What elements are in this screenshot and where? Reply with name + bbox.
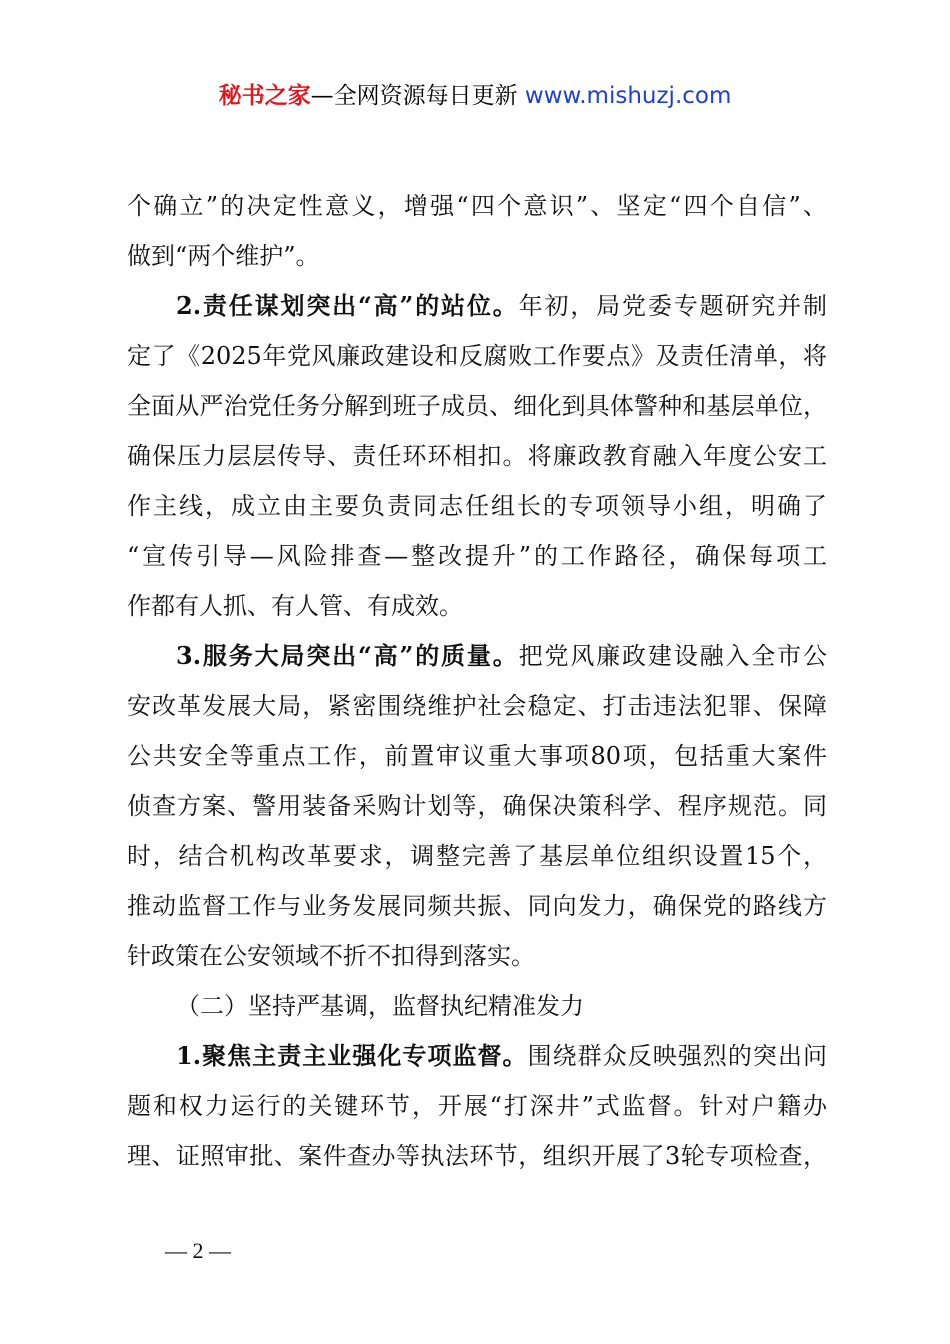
brand-name: 秘书之家 <box>218 83 311 109</box>
text-line: 做到“两个维护”。 <box>127 242 320 270</box>
page-number: — 2 — <box>165 1238 231 1263</box>
text-line: 公共安全等重点工作，前置审议重大事项80项，包括重大案件 <box>127 742 827 770</box>
paragraph-heading: 1.聚焦主责主业强化专项监督。 <box>176 1041 528 1070</box>
text-line: “宣传引导—风险排查—整改提升”的工作路径，确保每项工 <box>127 542 827 570</box>
text-line: 侦查方案、警用装备采购计划等，确保决策科学、程序规范。同 <box>127 792 827 820</box>
text-line: 全面从严治党任务分解到班子成员、细化到具体警种和基层单位， <box>127 392 827 420</box>
text-line: 作主线，成立由主要负责同志任组长的专项领导小组，明确了 <box>127 492 827 520</box>
text-line: 确保压力层层传导、责任环环相扣。将廉政教育融入年度公安工 <box>127 442 827 470</box>
text-span: 年初，局党委专题研究并制 <box>518 292 827 320</box>
paragraph-first-line <box>127 281 827 331</box>
text-line: 推动监督工作与业务发展同频共振、同向发力，确保党的路线方 <box>127 892 827 920</box>
section-heading: （二）坚持严基调，监督执纪精准发力 <box>176 992 584 1020</box>
text-line: 题和权力运行的关键环节，开展“打深井”式监督。针对户籍办 <box>127 1092 827 1120</box>
document-body <box>127 181 827 1181</box>
page-header <box>0 80 950 112</box>
text-line: 作都有人抓、有人管、有成效。 <box>127 592 463 620</box>
paragraph-heading: 2.责任谋划突出“高”的站位。 <box>176 291 519 320</box>
header-tagline: —全网资源每日更新 <box>310 83 518 109</box>
text-line: 时，结合机构改革要求，调整完善了基层单位组织设置15个， <box>127 842 827 870</box>
text-span: 把党风廉政建设融入全市公 <box>518 642 827 670</box>
text-line: 针政策在公安领域不折不扣得到落实。 <box>127 942 535 970</box>
text-line: 理、证照审批、案件查办等执法环节，组织开展了3轮专项检查， <box>127 1142 827 1170</box>
paragraph-heading: 3.服务大局突出“高”的质量。 <box>176 641 519 670</box>
text-line: 定了《2025年党风廉政建设和反腐败工作要点》及责任清单，将 <box>127 342 827 370</box>
text-span: 围绕群众反映强烈的突出问 <box>527 1042 827 1070</box>
header-url-link[interactable]: www.mishuzj.com <box>524 83 732 109</box>
text-line: 安改革发展大局，紧密围绕维护社会稳定、打击违法犯罪、保障 <box>127 692 827 720</box>
text-line: 个确立”的决定性意义，增强“四个意识”、坚定“四个自信”、 <box>127 192 827 220</box>
paragraph-first-line <box>127 631 827 681</box>
paragraph-first-line <box>127 1031 827 1081</box>
